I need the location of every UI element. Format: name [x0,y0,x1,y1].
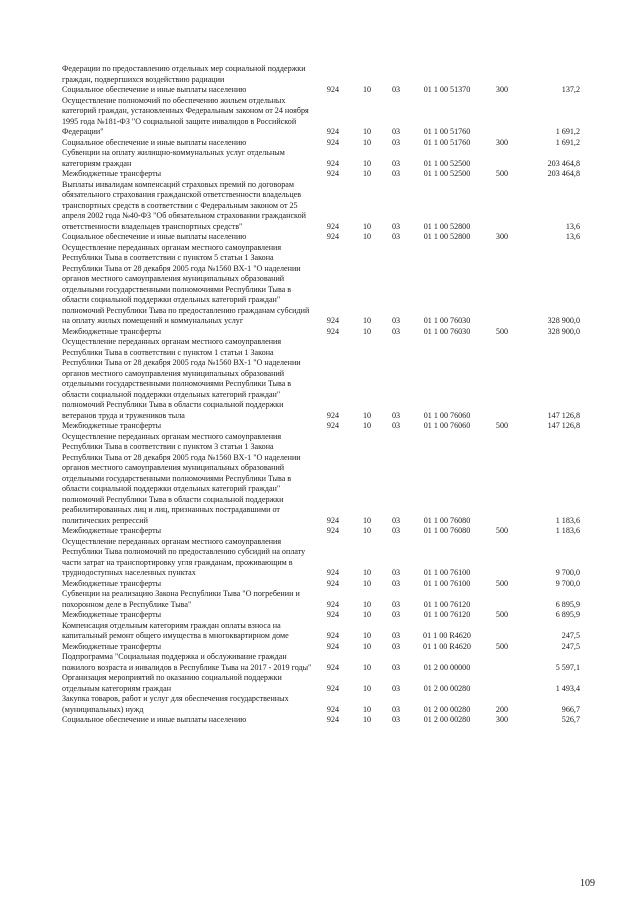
row-grbs: 924 [326,515,340,525]
row-amount: 137,2 [561,85,580,94]
row-grbs: 924 [326,599,340,609]
row-grbs: 924 [326,683,340,693]
row-amount: 203 464,8 [547,169,580,178]
row-amount: 5 597,1 [555,662,580,672]
row-subsection: 03 [391,683,401,693]
row-expense-type: 300 [495,715,509,724]
row-section: 10 [362,232,372,241]
row-amount: 147 126,8 [547,410,580,420]
row-amount: 13,6 [565,232,580,241]
row-section: 10 [362,316,372,325]
table-row [62,138,580,149]
row-expense-type: 300 [495,232,509,241]
row-grbs [314,64,352,85]
table-row [62,337,580,421]
row-amount: 966,7 [561,704,580,714]
row-grbs: 924 [326,421,340,430]
row-section: 10 [362,631,372,640]
row-name: Социальное обеспечение и иные выплаты населению [62,85,247,94]
row-expense-type [484,337,520,421]
row-name: Социальное обеспечение и иные выплаты населению [62,715,247,724]
row-target-article [410,64,484,85]
row-target-article: 01 1 00 52800 [423,221,471,231]
row-name: Подпрограмма "Социальная поддержка и обслуживание граждан пожилого возраста и инвалидов в Республике Тыва на 2017 - 2019 годы" [62,652,312,672]
row-expense-type: 500 [495,610,509,619]
row-amount: 526,7 [561,715,580,724]
row-subsection: 03 [391,137,401,147]
row-grbs: 924 [326,158,340,168]
row-target-article: 01 1 00 76080 [423,526,471,535]
row-expense-type [484,180,520,233]
row-amount: 1 493,4 [555,683,580,693]
row-grbs: 924 [326,568,340,577]
row-amount: 6 895,9 [555,599,580,609]
row-subsection: 03 [391,85,401,94]
table-row [62,327,580,338]
row-target-article: 01 1 00 52800 [423,232,471,241]
row-name: Закупка товаров, работ и услуг для обеспечения государственных (муниципальных) нужд [62,694,289,714]
row-expense-type [484,589,520,610]
row-name: Межбюджетные трансферты [62,610,162,619]
row-target-article: 01 1 00 52500 [423,158,471,168]
row-section: 10 [362,221,372,231]
row-grbs: 924 [326,316,340,325]
table-row [62,526,580,537]
row-grbs: 924 [326,221,340,231]
row-subsection: 03 [391,421,401,430]
row-target-article: 01 1 00 51760 [423,127,471,136]
row-section: 10 [362,662,372,672]
row-grbs: 924 [326,85,340,94]
table-row [62,243,580,327]
row-name: Осуществление полномочий по обеспечению жильем отдельных категорий граждан, установленных Федеральным законом от 24 ноября 1995 года №181-ФЗ "О социальной защите инвалидов в Российской Федерации" [62,95,309,136]
row-target-article: 01 1 00 76100 [423,568,471,577]
row-target-article: 01 1 00 76080 [423,515,471,525]
table-row [62,673,580,694]
row-amount [520,64,580,85]
row-amount: 247,5 [561,641,580,651]
page-number: 109 [580,878,595,889]
row-target-article: 01 2 00 00280 [423,715,471,724]
row-expense-type [484,243,520,327]
row-grbs: 924 [326,578,340,588]
row-target-article: 01 1 00 76100 [423,578,471,588]
row-amount: 1 691,2 [555,127,580,136]
row-section: 10 [362,410,372,420]
row-target-article: 01 1 00 76120 [423,610,471,619]
row-subsection: 03 [391,641,401,651]
row-grbs: 924 [326,326,340,336]
row-grbs: 924 [326,662,340,672]
table-row [62,148,580,169]
row-grbs: 924 [326,704,340,714]
row-grbs: 924 [326,410,340,420]
row-section: 10 [362,526,372,535]
row-name: Компенсация отдельным категориям граждан оплаты взноса на капитальный ремонт общего имущества в многоквартирном доме [62,620,289,640]
row-grbs: 924 [326,715,340,724]
row-section: 10 [362,641,372,651]
row-grbs: 924 [326,169,340,178]
row-name: Межбюджетные трансферты [62,326,162,336]
row-grbs: 924 [326,127,340,136]
row-name: Осуществление переданных органам местного самоуправления Республики Тыва в соответствии с пунктом 5 статьи 1 Закона Республики Тыва от 28 декабря 2005 года №1560 ВХ-1 "О наделении органов местного самоуправления муниципальных образований отдельными государственными полномочиями Республики Тыва в области социальной поддержки отдельных категорий граждан" полномочий Республики Тыва по предоставлению гражданам субсидий на оплату жилых помещений и коммунальных услуг [62,242,310,325]
row-expense-type: 300 [495,137,509,147]
table-row [62,180,580,233]
row-expense-type: 500 [495,326,509,336]
row-expense-type: 500 [495,526,509,535]
row-expense-type [484,432,520,527]
row-target-article: 01 1 00 76120 [423,599,471,609]
row-section: 10 [362,599,372,609]
row-name: Субвенции на оплату жилищно-коммунальных услуг отдельным категориям граждан [62,148,285,168]
row-section: 10 [362,421,372,430]
row-amount: 6 895,9 [555,610,580,619]
table-row [62,537,580,579]
row-section: 10 [362,715,372,724]
row-subsection [382,64,410,85]
row-name: Осуществление переданных органам местного самоуправления Республики Тыва в соответствии с пунктом 1 статьи 1 Закона Республики Тыва от 28 декабря 2005 года №1560 ВХ-1 "О наделении органов местного самоуправления муниципальных образований отдельными государственными полномочиями Республики Тыва в области социальной поддержки отдельных категорий граждан" полномочий Республики Тыва в области социальной поддержки ветеранов труда и тружеников тыла [62,337,301,420]
row-amount: 203 464,8 [547,158,580,168]
row-subsection: 03 [391,515,401,525]
row-subsection: 03 [391,158,401,168]
row-target-article: 01 2 00 00000 [423,662,471,672]
row-amount: 247,5 [561,631,580,640]
row-expense-type: 200 [495,704,509,714]
row-target-article: 01 1 00 76030 [423,316,471,325]
row-section: 10 [362,158,372,168]
row-target-article: 01 1 00 51370 [423,85,471,94]
row-section: 10 [362,85,372,94]
table-row [62,652,580,673]
row-name: Организация мероприятий по оказанию социальной поддержки отдельным категориям граждан [62,673,282,693]
row-name: Социальное обеспечение и иные выплаты населению [62,232,247,241]
row-name: Осуществление переданных органам местного самоуправления Республики Тыва в соответствии с пунктом 3 статьи 1 Закона Республики Тыва от 28 декабря 2005 года №1560 ВХ-1 "О наделении органов местного самоуправления муниципальных образований отдельными государственными полномочиями Республики Тыва в области социальной поддержки отдельных категорий граждан" полномочий Республики Тыва в области социальной поддержки реабилитированных лиц и лиц, признанных пострадавшими от политических репрессий [62,431,301,525]
row-amount: 1 691,2 [555,137,580,147]
row-target-article: 01 1 00 R4620 [423,631,471,640]
row-section: 10 [362,568,372,577]
row-grbs: 924 [326,526,340,535]
row-target-article: 01 1 00 76030 [423,326,471,336]
row-target-article: 01 2 00 00280 [423,704,471,714]
row-expense-type [484,621,520,642]
row-subsection: 03 [391,610,401,619]
row-name: Межбюджетные трансферты [62,421,162,430]
row-section: 10 [362,326,372,336]
row-subsection: 03 [391,568,401,577]
row-section: 10 [362,578,372,588]
row-target-article: 01 1 00 R4620 [423,641,471,651]
row-section: 10 [362,704,372,714]
budget-table [62,64,580,726]
row-subsection: 03 [391,662,401,672]
row-name: Выплаты инвалидам компенсаций страховых премий по договорам обязательного страхования гражданской ответственности владельцев транспортных средств в соответствии с Федеральным законом от 25 апреля 2002 года №40-ФЗ "Об обязательном страховании гражданской ответственности владельцев транспортных средств" [62,179,306,231]
row-subsection: 03 [391,127,401,136]
table-row [62,96,580,138]
table-row [62,610,580,621]
row-target-article: 01 1 00 76060 [423,421,471,430]
row-amount: 328 900,0 [547,326,580,336]
row-grbs: 924 [326,641,340,651]
row-grbs: 924 [326,232,340,241]
row-name: Федерации по предоставлению отдельных мер социальной поддержки граждан, подвергшихся воздействию радиации [62,64,306,84]
row-subsection: 03 [391,169,401,178]
row-section: 10 [362,127,372,136]
row-expense-type [484,148,520,169]
row-grbs: 924 [326,610,340,619]
row-section [352,64,382,85]
row-expense-type: 500 [495,421,509,430]
budget-table-body [62,64,580,726]
row-subsection: 03 [391,410,401,420]
row-expense-type: 300 [495,85,509,94]
table-row [62,579,580,590]
table-row [62,694,580,715]
row-subsection: 03 [391,631,401,640]
row-expense-type [484,64,520,85]
row-amount: 1 183,6 [555,526,580,535]
row-expense-type [484,652,520,673]
table-row [62,421,580,432]
row-expense-type [484,537,520,579]
row-expense-type: 500 [495,169,509,178]
row-target-article: 01 1 00 51760 [423,137,471,147]
row-amount: 328 900,0 [547,316,580,325]
row-amount: 9 700,0 [555,568,580,577]
row-section: 10 [362,169,372,178]
row-section: 10 [362,610,372,619]
row-name: Межбюджетные трансферты [62,578,162,588]
row-amount: 9 700,0 [555,578,580,588]
row-target-article: 01 1 00 52500 [423,169,471,178]
table-row [62,64,580,85]
row-name: Осуществление переданных органам местного самоуправления Республики Тыва полномочий по предоставлению субсидий на оплату части затрат на транспортировку угля гражданам, проживающим в труднодоступных населенных пунктах [62,536,306,577]
table-row [62,589,580,610]
table-row [62,85,580,96]
row-name: Межбюджетные трансферты [62,526,162,535]
row-amount: 13,6 [565,221,580,231]
table-row [62,621,580,642]
row-subsection: 03 [391,715,401,724]
row-target-article: 01 2 00 00280 [423,683,471,693]
table-row [62,642,580,653]
row-subsection: 03 [391,526,401,535]
row-subsection: 03 [391,316,401,325]
row-amount: 1 183,6 [555,515,580,525]
row-name: Субвенции на реализацию Закона Республики Тыва "О погребении и похоронном деле в Республике Тыва" [62,589,300,609]
table-row [62,169,580,180]
row-expense-type [484,673,520,694]
row-amount: 147 126,8 [547,421,580,430]
table-row [62,232,580,243]
row-subsection: 03 [391,704,401,714]
row-target-article: 01 1 00 76060 [423,410,471,420]
row-section: 10 [362,515,372,525]
row-subsection: 03 [391,326,401,336]
row-subsection: 03 [391,232,401,241]
row-grbs: 924 [326,631,340,640]
row-subsection: 03 [391,599,401,609]
row-expense-type: 500 [495,641,509,651]
row-expense-type: 500 [495,578,509,588]
row-grbs: 924 [326,137,340,147]
row-section: 10 [362,137,372,147]
table-row [62,715,580,726]
row-subsection: 03 [391,221,401,231]
row-section: 10 [362,683,372,693]
row-name: Межбюджетные трансферты [62,169,162,178]
table-row [62,432,580,527]
row-expense-type [484,96,520,138]
row-name: Социальное обеспечение и иные выплаты населению [62,137,247,147]
row-subsection: 03 [391,578,401,588]
row-name: Межбюджетные трансферты [62,641,162,651]
